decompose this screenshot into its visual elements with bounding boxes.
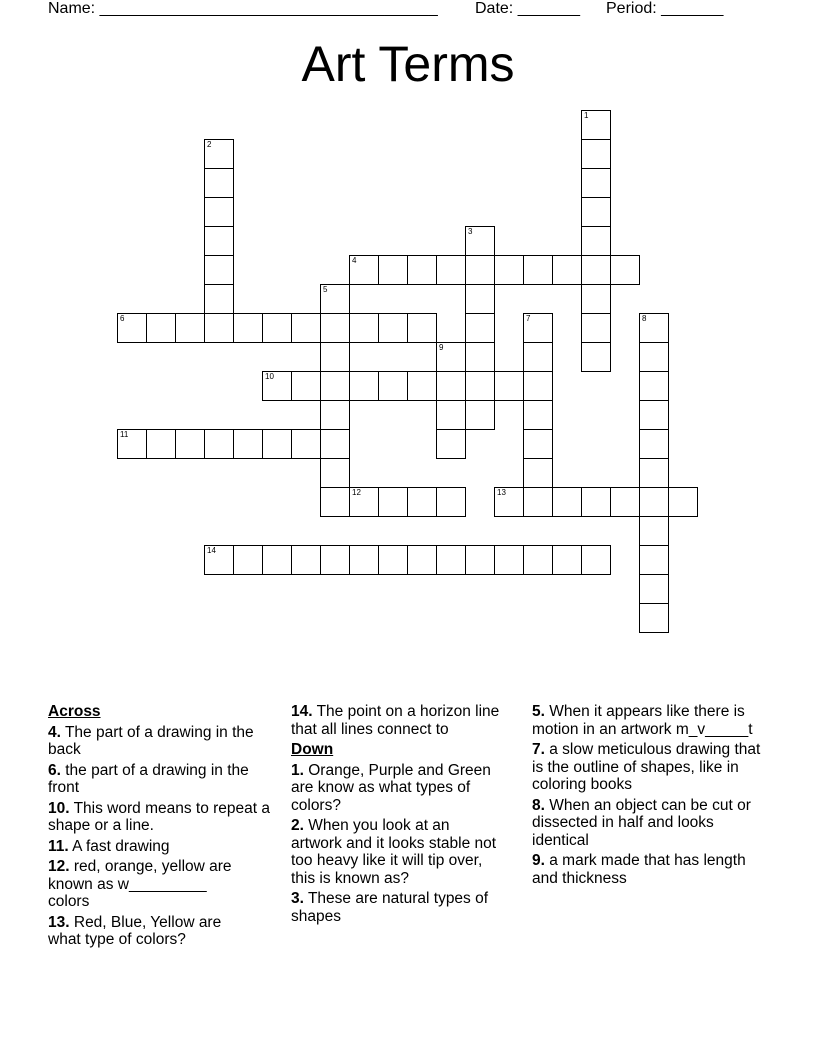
grid-cell[interactable]	[494, 371, 524, 401]
grid-cell[interactable]	[204, 545, 234, 575]
grid-cell[interactable]	[639, 574, 669, 604]
clues-column-1	[48, 703, 284, 952]
grid-cell[interactable]	[378, 371, 408, 401]
grid-cell[interactable]	[436, 487, 466, 517]
grid-cell[interactable]	[349, 545, 379, 575]
grid-cell[interactable]	[291, 313, 321, 343]
grid-cell[interactable]	[465, 342, 495, 372]
grid-cell[interactable]	[204, 226, 234, 256]
grid-cell[interactable]	[436, 342, 466, 372]
grid-cell[interactable]	[320, 313, 350, 343]
clue-number: 12	[352, 488, 361, 497]
grid-cell[interactable]	[378, 487, 408, 517]
grid-cell[interactable]	[262, 429, 292, 459]
down-clue-5: 5. When it appears like there is motion in an artwork m_v_____t	[532, 703, 753, 738]
grid-cell[interactable]	[320, 487, 350, 517]
grid-cell[interactable]	[465, 371, 495, 401]
grid-cell[interactable]	[320, 284, 350, 314]
grid-cell[interactable]	[204, 255, 234, 285]
grid-cell[interactable]	[146, 313, 176, 343]
clue-number: 9	[439, 343, 444, 352]
grid-cell[interactable]	[523, 545, 553, 575]
grid-cell[interactable]	[175, 313, 205, 343]
grid-cell[interactable]	[523, 400, 553, 430]
grid-cell[interactable]	[436, 400, 466, 430]
grid-cell[interactable]	[639, 400, 669, 430]
clue-number: 13	[497, 488, 506, 497]
clue-number: 10	[265, 372, 274, 381]
down-heading: Down	[291, 741, 334, 758]
grid-cell[interactable]	[291, 545, 321, 575]
grid-cell[interactable]	[262, 371, 292, 401]
down-clue-1: 1. Orange, Purple and Green are know as what types of colors?	[291, 761, 491, 814]
grid-cell[interactable]	[639, 545, 669, 575]
grid-cell[interactable]	[378, 545, 408, 575]
grid-cell[interactable]	[175, 429, 205, 459]
clue-number: 6	[120, 314, 125, 323]
grid-cell[interactable]	[349, 313, 379, 343]
grid-cell[interactable]	[581, 313, 611, 343]
grid-cell[interactable]	[523, 371, 553, 401]
grid-cell[interactable]	[523, 255, 553, 285]
grid-cell[interactable]	[233, 313, 263, 343]
page-title: Art Terms	[301, 36, 515, 92]
grid-cell[interactable]	[639, 429, 669, 459]
grid-cell[interactable]	[465, 255, 495, 285]
grid-cell[interactable]	[581, 487, 611, 517]
grid-cell[interactable]	[320, 342, 350, 372]
across-clue-6: 6. the part of a drawing in the front	[48, 761, 249, 796]
grid-cell[interactable]	[320, 458, 350, 488]
grid-cell[interactable]	[204, 284, 234, 314]
grid-cell[interactable]	[523, 429, 553, 459]
grid-cell[interactable]	[552, 545, 582, 575]
grid-cell[interactable]	[552, 487, 582, 517]
grid-cell[interactable]	[407, 371, 437, 401]
grid-cell[interactable]	[291, 429, 321, 459]
clue-number: 7	[526, 314, 531, 323]
clue-number: 2	[207, 140, 212, 149]
grid-cell[interactable]	[349, 371, 379, 401]
grid-cell[interactable]	[407, 313, 437, 343]
clue-number: 14	[207, 546, 216, 555]
date-field[interactable]: Date: _______	[475, 0, 580, 17]
grid-cell[interactable]	[610, 487, 640, 517]
grid-cell[interactable]	[523, 313, 553, 343]
grid-cell[interactable]	[204, 197, 234, 227]
grid-cell[interactable]	[581, 545, 611, 575]
grid-cell[interactable]	[407, 255, 437, 285]
grid-cell[interactable]	[436, 371, 466, 401]
period-field[interactable]: Period: _______	[606, 0, 724, 17]
grid-cell[interactable]	[639, 487, 669, 517]
across-clue-13: 13. Red, Blue, Yellow are what type of colors?	[48, 913, 222, 948]
grid-cell[interactable]	[581, 226, 611, 256]
grid-cell[interactable]	[117, 429, 147, 459]
clue-number: 1	[584, 111, 589, 120]
grid-cell[interactable]	[465, 313, 495, 343]
across-clue-10: 10. This word means to repeat a shape or a line.	[48, 799, 271, 834]
grid-cell[interactable]	[436, 545, 466, 575]
clues-column-3	[532, 703, 768, 890]
across-clue-11: 11. A fast drawing	[48, 837, 170, 855]
grid-cell[interactable]	[639, 342, 669, 372]
grid-cell[interactable]	[581, 284, 611, 314]
grid-cell[interactable]	[581, 139, 611, 169]
grid-cell[interactable]	[523, 342, 553, 372]
down-clue-3: 3. These are natural types of shapes	[291, 890, 489, 925]
down-clue-8: 8. When an object can be cut or dissected in half and looks identical	[532, 796, 751, 849]
grid-cell[interactable]	[320, 371, 350, 401]
grid-cell[interactable]	[465, 284, 495, 314]
grid-cell[interactable]	[581, 197, 611, 227]
grid-cell[interactable]	[639, 516, 669, 546]
grid-cell[interactable]	[204, 139, 234, 169]
grid-cell[interactable]	[581, 110, 611, 140]
across-heading: Across	[48, 703, 101, 720]
grid-cell[interactable]	[639, 603, 669, 633]
grid-cell[interactable]	[320, 545, 350, 575]
grid-cell[interactable]	[436, 429, 466, 459]
grid-cell[interactable]	[349, 255, 379, 285]
grid-cell[interactable]	[262, 545, 292, 575]
grid-cell[interactable]	[204, 168, 234, 198]
grid-cell[interactable]	[610, 255, 640, 285]
grid-cell[interactable]	[407, 487, 437, 517]
grid-cell[interactable]	[494, 255, 524, 285]
grid-cell[interactable]	[465, 545, 495, 575]
grid-cell[interactable]	[668, 487, 698, 517]
grid-cell[interactable]	[494, 487, 524, 517]
grid-cell[interactable]	[233, 545, 263, 575]
grid-cell[interactable]	[407, 545, 437, 575]
grid-cell[interactable]	[378, 255, 408, 285]
grid-cell[interactable]	[320, 400, 350, 430]
grid-cell[interactable]	[117, 313, 147, 343]
grid-cell[interactable]	[204, 313, 234, 343]
grid-cell[interactable]	[465, 400, 495, 430]
across-clue-12: 12. red, orange, yellow are known as w_________ colors	[48, 858, 232, 910]
clue-number: 3	[468, 227, 473, 236]
grid-cell[interactable]	[581, 342, 611, 372]
grid-cell[interactable]	[320, 429, 350, 459]
grid-cell[interactable]	[581, 168, 611, 198]
grid-cell[interactable]	[262, 313, 292, 343]
clue-number: 11	[120, 430, 129, 439]
grid-cell[interactable]	[204, 429, 234, 459]
down-clue-2: 2. When you look at an artwork and it looks stable not too heavy like it will tip over, this is known as?	[291, 817, 497, 887]
grid-cell[interactable]	[349, 487, 379, 517]
across-clue-14: 14. The point on a horizon line that all lines connect to	[291, 703, 500, 738]
clues-column-2	[291, 703, 527, 928]
grid-cell[interactable]	[494, 545, 524, 575]
grid-cell[interactable]	[146, 429, 176, 459]
name-field[interactable]: Name: ______________________________________	[48, 0, 438, 17]
grid-cell[interactable]	[552, 255, 582, 285]
grid-cell[interactable]	[523, 458, 553, 488]
clue-number: 8	[642, 314, 647, 323]
grid-cell[interactable]	[639, 458, 669, 488]
grid-cell[interactable]	[639, 371, 669, 401]
grid-cell[interactable]	[523, 487, 553, 517]
grid-cell[interactable]	[465, 226, 495, 256]
grid-cell[interactable]	[378, 313, 408, 343]
grid-cell[interactable]	[581, 255, 611, 285]
down-clue-7: 7. a slow meticulous drawing that is the outline of shapes, like in coloring books	[532, 741, 761, 793]
grid-cell[interactable]	[639, 313, 669, 343]
grid-cell[interactable]	[436, 255, 466, 285]
grid-cell[interactable]	[291, 371, 321, 401]
across-clue-4: 4. The part of a drawing in the back	[48, 723, 254, 758]
clue-number: 4	[352, 256, 357, 265]
down-clue-9: 9. a mark made that has length and thickness	[532, 852, 746, 887]
clue-number: 5	[323, 285, 328, 294]
grid-cell[interactable]	[233, 429, 263, 459]
